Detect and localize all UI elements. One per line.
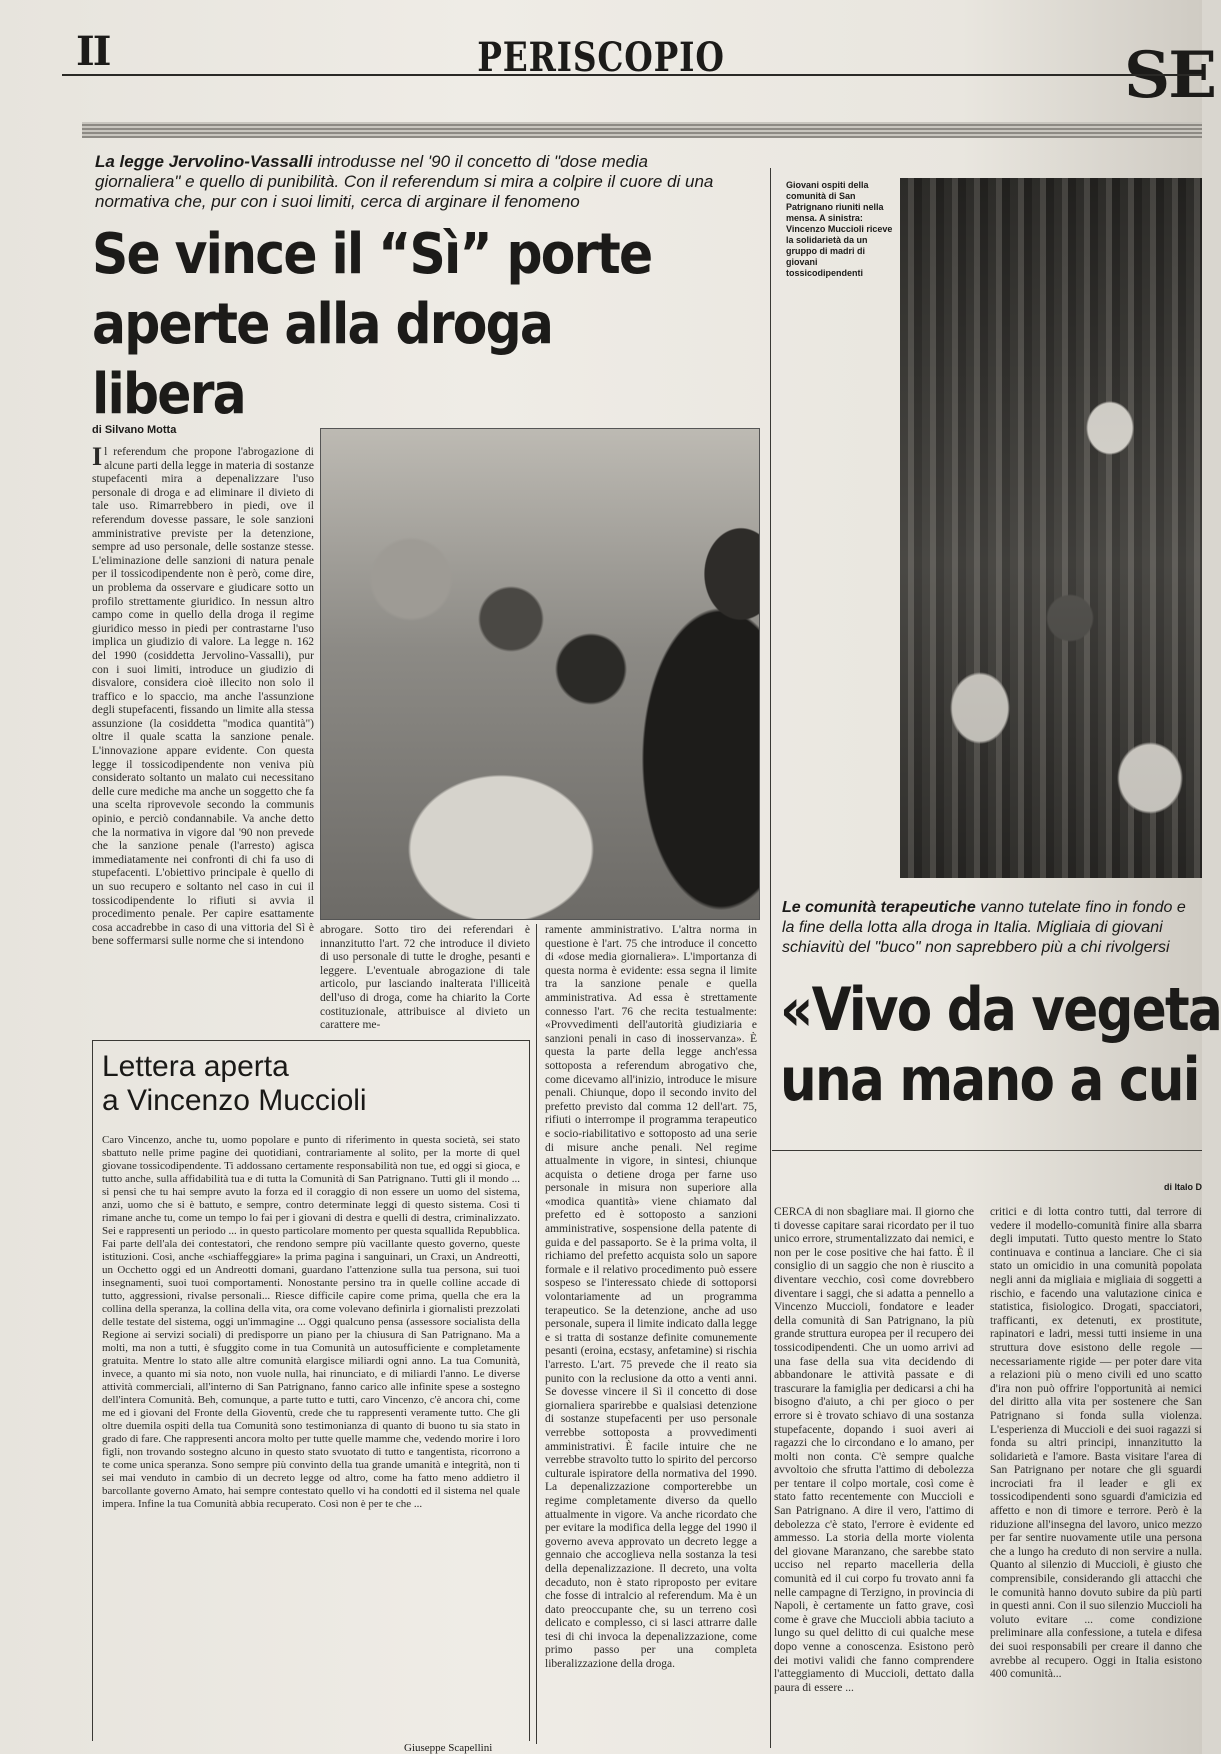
article-kicker xyxy=(95,152,735,212)
kicker-bold: La legge Jervolino-Vassalli xyxy=(95,152,313,171)
letter-signature: Giuseppe Scapellini xyxy=(404,1742,493,1754)
letter-body: Caro Vincenzo, anche tu, uomo popolare e punto di riferimento in questa società, sei stato sbattuto nelle prime pagine dei quotidiani, contrariamente al solito, per la morte di quel giovane tossicodipendente. Ti addossano certamente responsabilità non tue, ed oggi si gioca, e tutto anche, sulla affidabilità tua e di tutta la Comunità di San Patrignano. Tutti gli il mondo ... si pensi che tu hai sempre avuto la forza ed il coraggio di non essere un uomo del sistema, anzi, uomo che si è battuto, e sempre, contro determinate leggi di questo sistema. Così ti rimane anche tu, come un tempo lo fai per i giovani di destra e quelli di destra, criminalizzato. Sei e rappresenti un periodo ... in questo particolare momento per questa squallida Repubblica. Fai parte dell'ala dei contestatori, che rendono sempre più vacillante questo governo, queste istituzioni. Così, anche «schiaffeggiare» la prima pagina i sanguinari, un Craxi, un Andreotti, un Occhetto oggi ed un Andreotti domani, guardano l'attenzione sulla tua persona, sui tuoi insegnamenti, suoi tuoi comportamenti. Nonostante persino tra in quelle colline accade di tutto, aggressioni, rivalse personali... Riesce difficile capire come prima, quella che era la collina della speranza, la collina della vita, ora come volevano definirla i giornalisti prezzolati delle testate del sistema, oggi un'immagine ... Oggi qualcuno pensa (assessore socialista della Regione ai servizi sociali) di predisporre un piano per la chiusura di San Patrignano. Ma a molti, ma non a tutti, è sfuggito come in tua Comunità un autosufficiente e completamente gratuita. Mentre lo stato alle altre comunità elargisce miliardi ogni anno. La tua Comunità, invece, a quanto mi sia noto, non vuole nulla, hai rinunciato, e di miliardi l'anno. Le diverse attività commerciali, all'interno di San Patrignano, fanno carico alle infinite spese a sostegno dell'intera Comunità. Beh, comunque, a parte tutto e tutti, caro Vincenzo, c'è ancora chi, come me ed i giovani del Fronte della Gioventù, crede che tu rappresenti veramente tutto. Che gli oltre duemila ospiti della tua Comunità sono testimonianza di quanto di buono tu sia stato in grado di fare. Che rappresenti ancora molto per tutte quelle mamme che, vedendo morire i loro figli, non trovando sostegno alcuno in questo stato svuotato di tutto e tangentista, ricorrono a te come unica speranza. Sono sempre più convinto della tua grande umanità e integrità, non ti sei mai venduto in cambio di un decreto legge od altro, come ha fatto meno addietro il barcollante governo Amato, hai sempre contestato quello vi ha condotti ed il sistema nel quale impera. Infine la tua Comunità abbia recuperato. Così non è per te che ... xyxy=(102,1134,520,1510)
headline-line-1: Se vince il “Sì” porte xyxy=(92,222,652,287)
caption-line-2: la fine della lotta alla droga in Italia. Migliaia di giovani xyxy=(782,919,1163,936)
section-title: PERISCOPIO xyxy=(477,34,725,81)
page-number: II xyxy=(76,28,110,75)
right-article-caption xyxy=(782,898,1202,958)
letter-title-line-2: a Vincenzo Muccioli xyxy=(102,1084,367,1117)
article-column-1: Il referendum che propone l'abrogazione di alcune parti della legge in materia di sostanze stupefacenti mira a depenalizzare l'uso personale di droga e ad eliminare il divieto di tale uso. Rimarrebbero in piedi, ove il referendum dovesse passare, le sole sanzioni amministrative previste per la detenzione, sempre ad uso personale, delle sostanze stesse. L'eliminazione delle sanzioni di natura penale per il tossicodipendente non è però, come dire, un problema da osservare e giudicare sotto un profilo strettamente giuridico. In nessun altro campo come in quello della droga il regime giuridico messo in piedi per contrastarne l'uso implica un giudizio di valore. La legge n. 162 del 1990 (cosiddetta Jervolino-Vassalli), pur con i suoi limiti, introduce un giudizio di disvalore, considera cioè illecito non solo il traffico e lo spaccio, ma anche l'assunzione degli stupefacenti, fissando un limite alla stessa assunzione (la cosiddetta "modica quantità") oltre il quale scatta la sanzione penale. L'innovazione appare evidente. Con questa legge il tossicodipendente non veniva più considerato soltanto un malato cui necessitano delle cure mediche ma anche un soggetto che fa una scelta riprovevole secondo la communis opinio, e perciò condannabile. Va anche detto che la normativa in vigore dal '90 non prevede che la sanzione penale (l'arresto) agisca immediatamente nei confronti di chi fa uso di stupefacenti. L'obiettivo principale è quello di un suo recupero e soltanto nel caso in cui il tossicodipendente lo rifiuti si avvia il procedimento penale. Per capire esattamente cosa accadrebbe in caso di una vittoria del Sì è bene soffermarsi sulle norme che si intendono xyxy=(92,442,314,948)
headline-line-2: aperte alla droga libera xyxy=(92,292,553,427)
right-article-byline: di Italo D xyxy=(1164,1182,1202,1192)
main-headline xyxy=(92,220,686,430)
right-article-column-2: critici e di lotta contro tutti, dal terrore di vedere il modello-comunità finire alla sbarra degli imputati. Tutto questo mentre lo Stato continuava e continua a lanciare. Che ci sia stato un omicidio in una comunità popolata negli anni da migliaia e migliaia di soggetti a rischio, e facendo una valutazione cinica e statistica, fisiologico. Drogati, spacciatori, trafficanti, ex detenuti, ex prostitute, rapinatori e ladri, messi tutti insieme in una struttura dove esistono delle regole — necessariamente rigide — per poter dare vita a relazioni più o meno civili ed uno scatto d'ira non può offrire l'opportunità ai nemici del diritto alla vita per sostenere che San Patrignano si fonda sulla violenza. L'esperienza di Muccioli e dei suoi ragazzi si fonda su altri principi, innanzitutto la solidarietà e l'amore. Basta visitare l'area di San Patrignano per notare che gli sguardi incrociati fra il leader e gli ex tossicodipendenti sono sguardi d'amicizia ed affetto e non di timore e terrore. Però è la riduzione all'insegna del lavoro, unico mezzo per far sentire nuovamente utile una persona che a lungo ha creduto di non servire a nulla. Quanto al silenzio di Muccioli, è giusto che comprensibile, considerando gli attacchi che le comunità hanno dovuto subire da più parti in questi anni. Con il suo silenzio Muccioli ha voluto evitare ... come condizione preliminare alla confessione, a tutela e difesa dei suoi responsabili per creare il danno che avrebbe al recupero. Oggi in Italia esistono 400 comunità... xyxy=(990,1206,1202,1681)
decorative-band xyxy=(82,122,1202,138)
column-rule xyxy=(536,924,537,1744)
caption-line-1: vanno tutelate fino in fondo e xyxy=(975,899,1186,916)
right-article-rule xyxy=(772,1150,1202,1151)
article-column-2: abrogare. Sotto tiro dei referendari è innanzitutto l'art. 72 che introduce il divieto di uso personale di tutte le droghe, pesanti e leggere. L'eventuale abrogazione di tale articolo, pur lasciando inalterata l'illiceità dell'uso di droga, come ha chiarito la Corte costituzionale, attribuisce al divieto un carattere me- xyxy=(320,924,530,1032)
letter-title xyxy=(102,1050,367,1118)
right-headline-line-2: una mano a cui xyxy=(780,1045,1199,1115)
photo-san-patrignano-canteen xyxy=(900,178,1202,878)
right-headline xyxy=(780,975,1221,1115)
kicker-text: introdusse nel '90 il concetto di "dose media giornaliera" e quello di punibilità. Con il referendum si mira a colpire il cuore di una normativa che, pur con i suoi limiti, cerca di arginare il fenomeno xyxy=(95,152,714,211)
photo-muccioli-mothers xyxy=(320,428,760,920)
article-byline: di Silvano Motta xyxy=(92,424,177,436)
header-rule xyxy=(62,74,1202,76)
article-column-3: ramente amministrativo. L'altra norma in questione è l'art. 75 che introduce il concetto di «dose media giornaliera». L'importanza di questa norma è evidente: essa segna il limite tra la sanzione penale e quella amministrativa. Ad essa è strettamente connesso l'art. 76 che recita testualmente: «Provvedimenti dell'autorità giudiziaria e sanzioni penali in caso di inosservanza». È questa la parte della legge anch'essa sottoposta a referendum abrogativo che, come dicevamo all'inizio, introduce le misure penali. Chiunque, dopo il secondo invito del prefetto previsto dal comma 12 dell'art. 75, rifiuti o interrompe il programma terapeutico e socio-riabilitativo e sottoposto ad una serie di misure anche penali. Nel regime attualmente in vigore, in sintesi, chiunque acquista o detiene droga per farne uso personale in misura non superiore alla «modica quantità» viene chiamato dal prefetto ed è sottoposto a sanzioni amministrative, sospensione della patente di guida e del passaporto. Se è la prima volta, il richiamo del prefetto acquista solo un sapore formale e il relativo procedimento può essere sospeso se l'interessato chiede di sottoporsi volontariamente ad un programma terapeutico. Se la detenzione, anche ad uso personale, supera il limite indicato dalla legge e si tratta di sostanze definite comunemente pesanti (eroina, ecstasy, anfetamine) si rischia l'arresto. L'art. 75 prevede che il reato sia punito con la reclusione da otto a venti anni. Se dovesse vincere il Sì il concetto di dose giornaliera sparirebbe e qualsiasi detenzione di sostanze stupefacenti per uso personale verrebbe sottoposta a provvedimenti amministrativi. È facile intuire che ne verrebbe stravolto tutto lo spirito del percorso culturale ispiratore della normativa del 1990. La depenalizzazione comporterebbe un regime completamente diverso da quello attualmente in vigore. Va anche ricordato che per evitare la modifica della legge del 1990 il governo aveva approvato un decreto legge a gennaio che accoglieva nella sostanza la tesi della depenalizzazione. Il decreto, una volta decaduto, non è stato riproposto per evitare che fosse di intralcio al referendum. Ma è un dato preoccupante che, su un terreno così delicato e complesso, ci si lasci attrarre dalle tesi di chi invoca la depenalizzazione, come primo passo per una completa liberalizzazione della droga. xyxy=(545,924,757,1671)
caption-bold: Le comunità terapeutiche xyxy=(782,899,976,916)
letter-title-line-1: Lettera aperta xyxy=(102,1050,289,1083)
caption-line-3: schiavitù del "buco" non saprebbero più a chi rivolgersi xyxy=(782,939,1170,956)
right-article-column-1: CERCA di non sbagliare mai. Il giorno che ti dovesse capitare sarai ricordato per il tuo unico errore, strumentalizzato dai nemici, e non per le cose positive che hai fatto. È il consiglio di un saggio che non è riuscito a diventare vecchio, così come dovrebbero diventare i saggi, che si adatta a pennello a Vincenzo Muccioli, fondatore e leader della comunità di San Patrignano, la più grande struttura europea per il recupero dei tossicodipendenti. Che un uomo arrivi ad una fase della sua vita decidendo di abbandonare le attività passate e di trascurare la famiglia per dedicarsi a chi ha bisogno d'aiuto, a chi per gioco o per errore si è trovato schiavo di una sostanza stupefacente, dopando i suoi averi ai ragazzi che lo circondano e lo amano, per molti non conta. C'è sempre qualche avvoltoio che sfrutta l'attimo di debolezza per tentare il colpo mortale, così come è stato fatto recentemente con Muccioli e San Patrignano. A dire il vero, l'attimo di debolezza c'è stato, l'errore è evidente ed ammesso. La storia della morte violenta del giovane Maranzano, che sarebbe stato ucciso nel reparto macelleria della comunità ed il cui corpo fu trovato anni fa nelle campagne di Terzigno, in provincia di Napoli, è certamente un fatto grave, così come è grave che Muccioli abbia taciuto a lungo su quel delitto di cui qualche mese dopo venne a conoscenza. Esistono però dei motivi validi che fanno comprendere l'atteggiamento di Muccioli, dettato dalla paura di essere ... xyxy=(774,1206,974,1694)
side-photo-caption: Giovani ospiti della comunità di San Patrignano riuniti nella mensa. A sinistra: Vincenzo Muccioli riceve la solidarietà da un gruppo di madri di giovani tossicodipendenti xyxy=(786,180,893,278)
right-headline-line-1: «Vivo da vegeta xyxy=(780,975,1221,1045)
column-rule xyxy=(770,168,771,1748)
photo-shade xyxy=(900,178,1202,878)
next-page-masthead-fragment: SE xyxy=(1124,38,1215,113)
